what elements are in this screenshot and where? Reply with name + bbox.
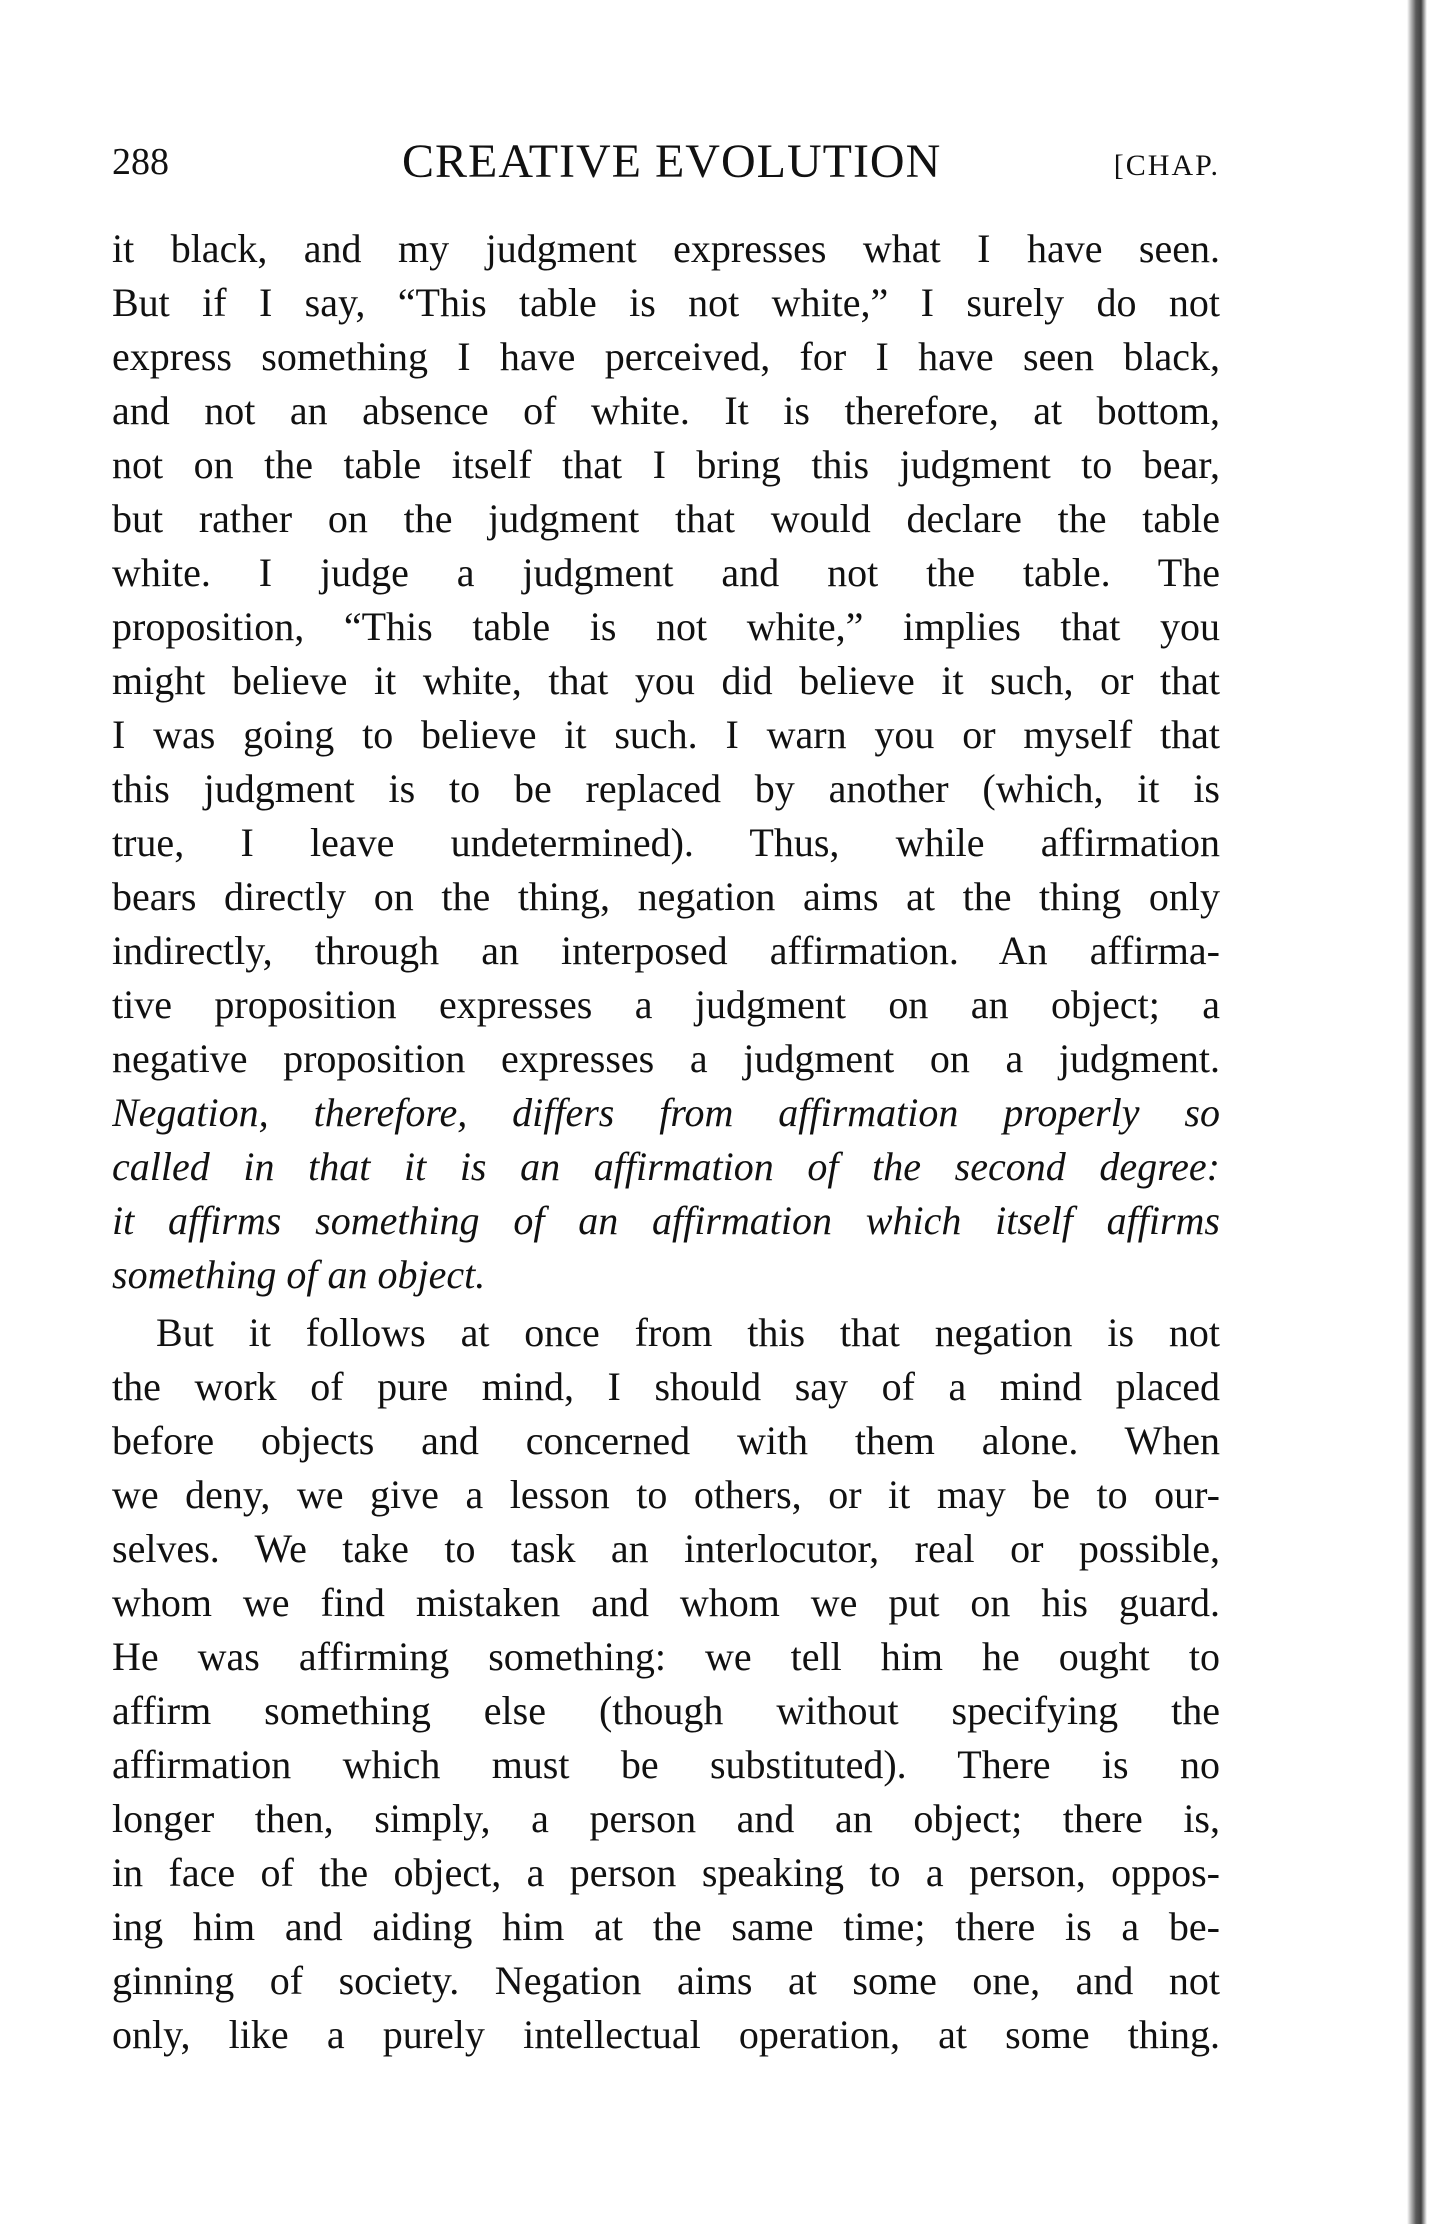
text-line: ing him and aiding him at the same time; there is a be-: [112, 1904, 1220, 1949]
text-line: the work of pure mind, I should say of a mind placed: [112, 1364, 1220, 1409]
text-line: He was affirming something: we tell him he ought to: [112, 1634, 1220, 1679]
text-line: white. I judge a judgment and not the table. The: [112, 550, 1220, 595]
text-line: affirmation which must be substituted). There is no: [112, 1742, 1220, 1787]
text-line: before objects and concerned with them alone. When: [112, 1418, 1220, 1463]
text-line: affirm something else (though without specifying the: [112, 1688, 1220, 1733]
text-line: bears directly on the thing, negation aims at the thing only: [112, 874, 1220, 919]
text-line: it black, and my judgment expresses what I have seen.: [112, 226, 1220, 271]
text-line: longer then, simply, a person and an object; there is,: [112, 1796, 1220, 1841]
text-line: not on the table itself that I bring this judgment to bear,: [112, 442, 1220, 487]
page-number: 288: [112, 141, 169, 183]
body-text: [112, 222, 1220, 2062]
text-line: we deny, we give a lesson to others, or it may be to our-: [112, 1472, 1220, 1517]
text-line: selves. We take to task an interlocutor, real or possible,: [112, 1526, 1220, 1571]
text-line: only, like a purely intellectual operation, at some thing.: [112, 2012, 1220, 2057]
text-line: negative proposition expresses a judgment on a judgment.: [112, 1036, 1220, 1081]
paragraph-1: [112, 222, 1220, 1302]
text-line: might believe it white, that you did believe it such, or that: [112, 658, 1220, 703]
text-line: But it follows at once from this that negation is not: [156, 1310, 1220, 1355]
text-line: ginning of society. Negation aims at some one, and not: [112, 1958, 1220, 2003]
page-edge-shadow: [1407, 0, 1427, 2224]
text-line: true, I leave undetermined). Thus, while affirmation: [112, 820, 1220, 865]
text-line: proposition, “This table is not white,” implies that you: [112, 604, 1220, 649]
text-line: this judgment is to be replaced by another (which, it is: [112, 766, 1220, 811]
text-line: express something I have perceived, for I have seen black,: [112, 334, 1220, 379]
text-line: but rather on the judgment that would declare the table: [112, 496, 1220, 541]
text-line: indirectly, through an interposed affirmation. An affirma-: [112, 928, 1220, 973]
italic-text-line: it affirms something of an affirmation which itself affirms: [112, 1198, 1220, 1243]
text-line: I was going to believe it such. I warn you or myself that: [112, 712, 1220, 757]
text-line: and not an absence of white. It is therefore, at bottom,: [112, 388, 1220, 433]
italic-text-line: something of an object.: [112, 1252, 486, 1297]
page-header: [112, 132, 1220, 192]
text-line: tive proposition expresses a judgment on an object; a: [112, 982, 1220, 1027]
text-line: in face of the object, a person speaking to a person, oppos-: [112, 1850, 1220, 1895]
italic-text-line: Negation, therefore, differs from affirmation properly so: [112, 1090, 1220, 1135]
text-line: whom we find mistaken and whom we put on his guard.: [112, 1580, 1220, 1625]
text-line: But if I say, “This table is not white,” I surely do not: [112, 280, 1220, 325]
italic-text-line: called in that it is an affirmation of the second degree:: [112, 1144, 1220, 1189]
chapter-mark: [CHAP.: [1113, 149, 1220, 182]
running-title: CREATIVE EVOLUTION: [402, 135, 942, 188]
paragraph-2: [112, 1306, 1220, 2062]
